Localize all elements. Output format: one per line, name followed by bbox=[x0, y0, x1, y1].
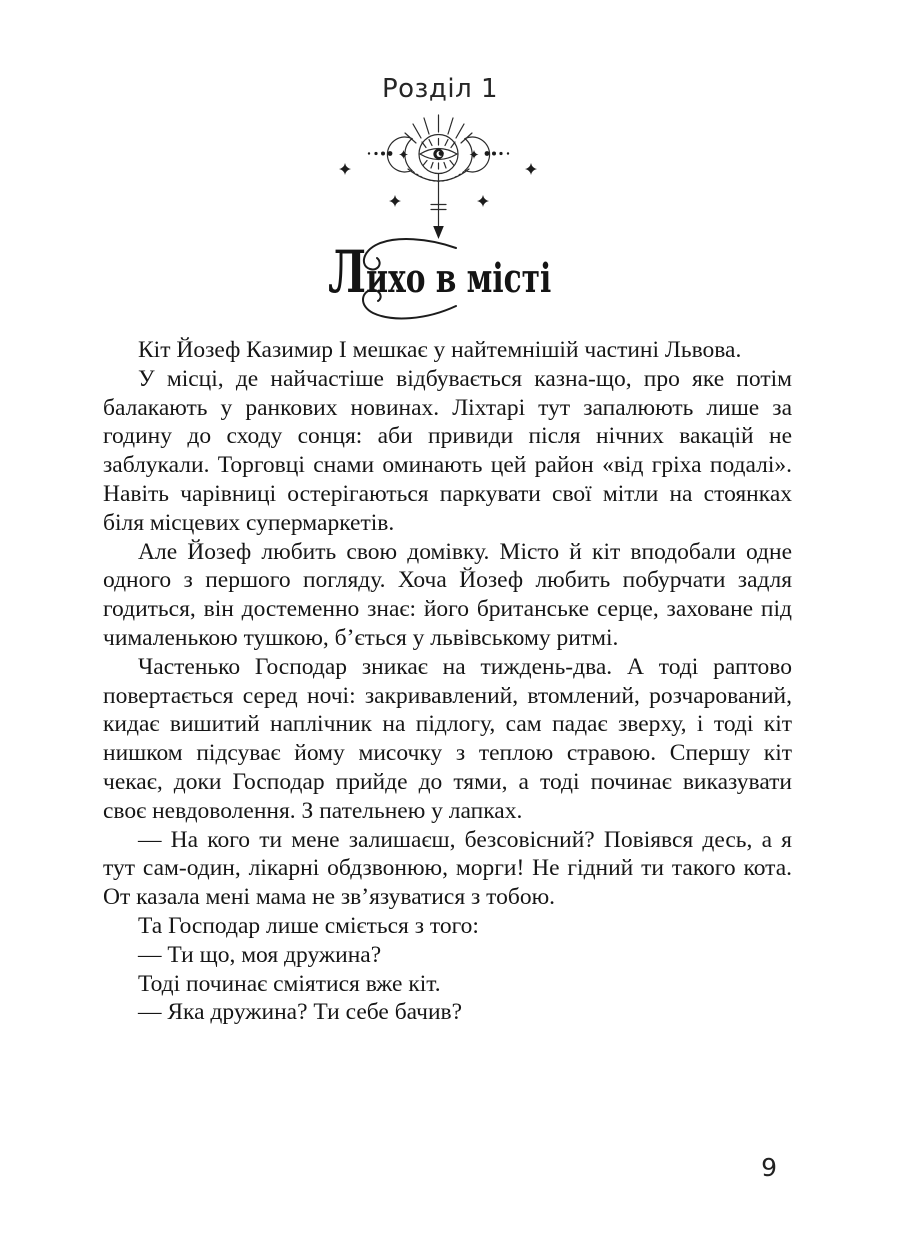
paragraph: Та Господар лише сміється з того: bbox=[138, 912, 479, 939]
paragraph: Тоді починає сміятися вже кіт. bbox=[138, 970, 441, 997]
chapter-title-text: Лихо в місті bbox=[328, 238, 552, 306]
paragraph: У місці, де найчастіше відбувається казна-що, про яке потім балакають у ранкових новинах. Ліхтарі тут запалюють лише за годину до сходу сонця: аби привиди після нічних вакацій не заблукали. Торговці снами оминають цей район «від гріха подалі». Навіть чарівниці остерігаються паркувати свої мітли на стоянках біля місцевих супермаркетів. bbox=[103, 365, 792, 536]
paragraph: Але Йозеф любить свою домівку. Місто й кіт вподобали одне одного з першого погляду. Хоча Йозеф любить побурчати задля годиться, він достеменно знає: його британське серце, заховане під чималенькою тушкою, б’ється у львівському ритмі. bbox=[103, 538, 792, 651]
paragraph: — На кого ти мене залишаєш, безсовісний? Повіявся десь, а я тут сам-один, лікарні обдзвонюю, морги! Не гідний ти такого кота. От казала мені мама не зв’язуватися з тобою. bbox=[103, 826, 792, 911]
paragraph: Частенько Господар зникає на тиждень-два. А тоді раптово повертається серед ночі: закривавлений, втомлений, розчарований, кидає вишитий наплічник на підлогу, сам падає зверху, і тоді кіт нишком підсуває йому мисочку з теплою стравою. Спершу кіт чекає, доки Господар прийде до тями, а тоді починає виказувати своє невдоволення. З пательнею у лапках. bbox=[103, 653, 792, 824]
paragraph: — Яка дружина? Ти себе бачив? bbox=[138, 999, 463, 1026]
body-text bbox=[103, 336, 792, 1027]
paragraph: Кіт Йозеф Казимир І мешкає у найтемнішій частині Львова. bbox=[138, 337, 742, 363]
triple-moon-eye-icon bbox=[328, 112, 548, 242]
chapter-heading: Розділ 1 bbox=[381, 74, 499, 104]
paragraph: — Ти що, моя дружина? bbox=[138, 941, 382, 968]
page-number: 9 bbox=[761, 1153, 777, 1182]
chapter-title bbox=[0, 238, 880, 313]
